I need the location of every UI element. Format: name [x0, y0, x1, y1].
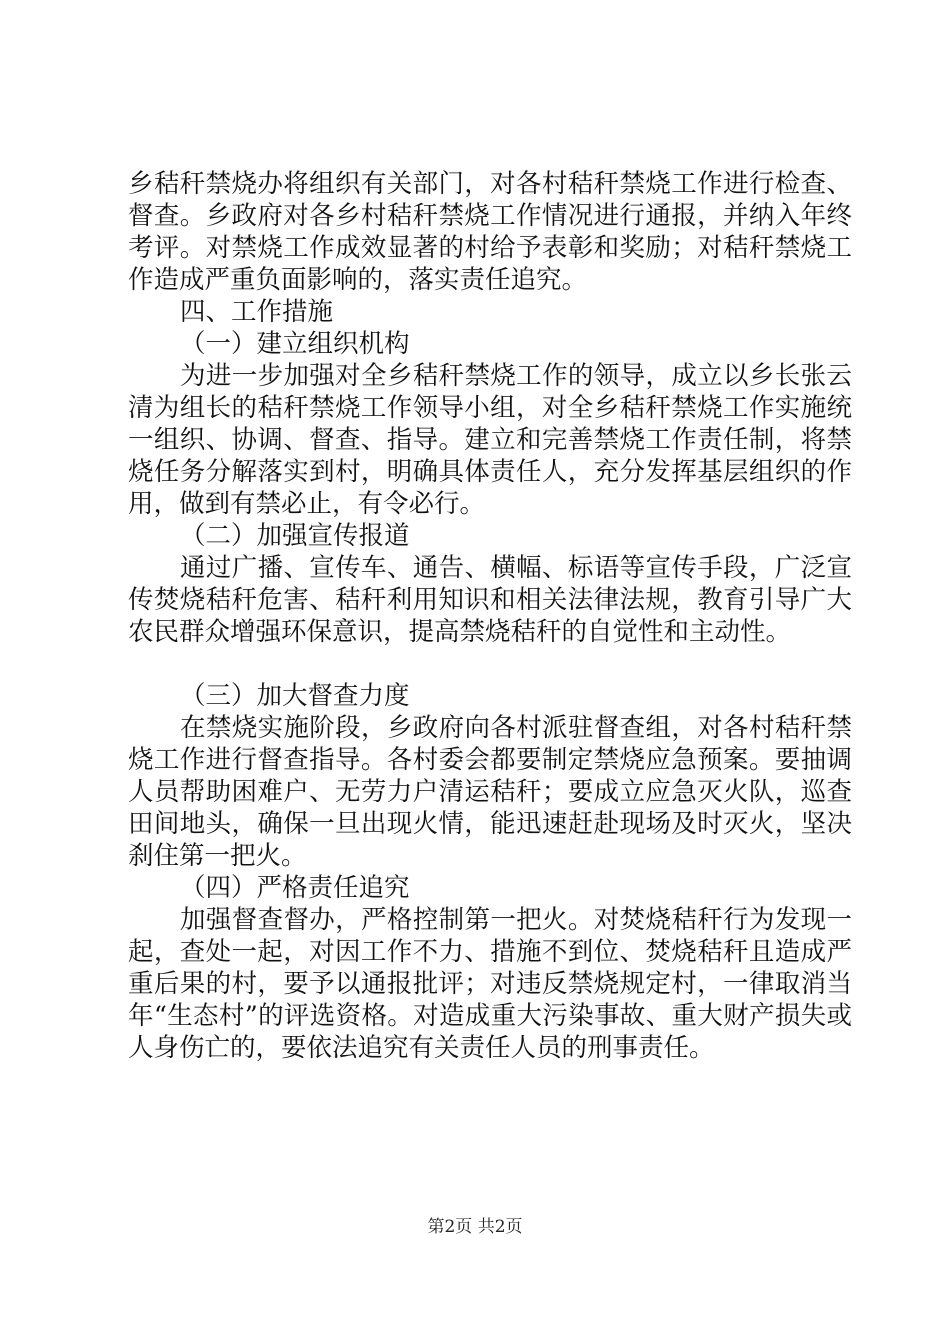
- paragraph-organization: 为进一步加强对全乡秸秆禁烧工作的领导，成立以乡长张云清为组长的秸秆禁烧工作领导小组，对全乡秸秆禁烧工作实施统一组织、协调、督查、指导。建立和完善禁烧工作责任制，将禁烧任务分解落实到村，明确具体责任人，充分发挥基层组织的作用，做到有禁必止，有令必行。: [128, 361, 852, 519]
- page-number-footer: 第2页 共2页: [427, 1217, 523, 1237]
- paragraph-supervision: 在禁烧实施阶段，乡政府向各村派驻督查组，对各村秸秆禁烧工作进行督查指导。各村委会都要制定禁烧应急预案。要抽调人员帮助困难户、无劳力户清运秸秆；要成立应急灭火队，巡查田间地头，确保一旦出现火情，能迅速赶赴现场及时灭火，坚决刹住第一把火。: [128, 713, 852, 871]
- paragraph-accountability: 加强督查督办，严格控制第一把火。对焚烧秸秆行为发现一起，查处一起，对因工作不力、措施不到位、焚烧秸秆且造成严重后果的村，要予以通报批评；对违反禁烧规定村，一律取消当年“生态村”的评选资格。对造成重大污染事故、重大财产损失或人身伤亡的，要依法追究有关责任人员的刑事责任。: [128, 905, 852, 1063]
- subheading-supervision: （三）加大督查力度: [180, 681, 410, 711]
- section-heading-measures: 四、工作措施: [180, 297, 334, 327]
- subheading-accountability: （四）严格责任追究: [180, 873, 410, 903]
- subheading-publicity: （二）加强宣传报道: [180, 521, 410, 551]
- subheading-organization: （一）建立组织机构: [180, 329, 410, 359]
- document-body: [128, 168, 852, 1064]
- paragraph-inspection: 乡秸秆禁烧办将组织有关部门，对各村秸秆禁烧工作进行检查、督查。乡政府对各乡村秸秆禁烧工作情况进行通报，并纳入年终考评。对禁烧工作成效显著的村给予表彰和奖励；对秸秆禁烧工作造成严重负面影响的，落实责任追究。: [128, 169, 852, 295]
- paragraph-publicity: 通过广播、宣传车、通告、横幅、标语等宣传手段，广泛宣传焚烧秸秆危害、秸秆利用知识和相关法律法规，教育引导广大农民群众增强环保意识，提高禁烧秸秆的自觉性和主动性。: [128, 553, 852, 647]
